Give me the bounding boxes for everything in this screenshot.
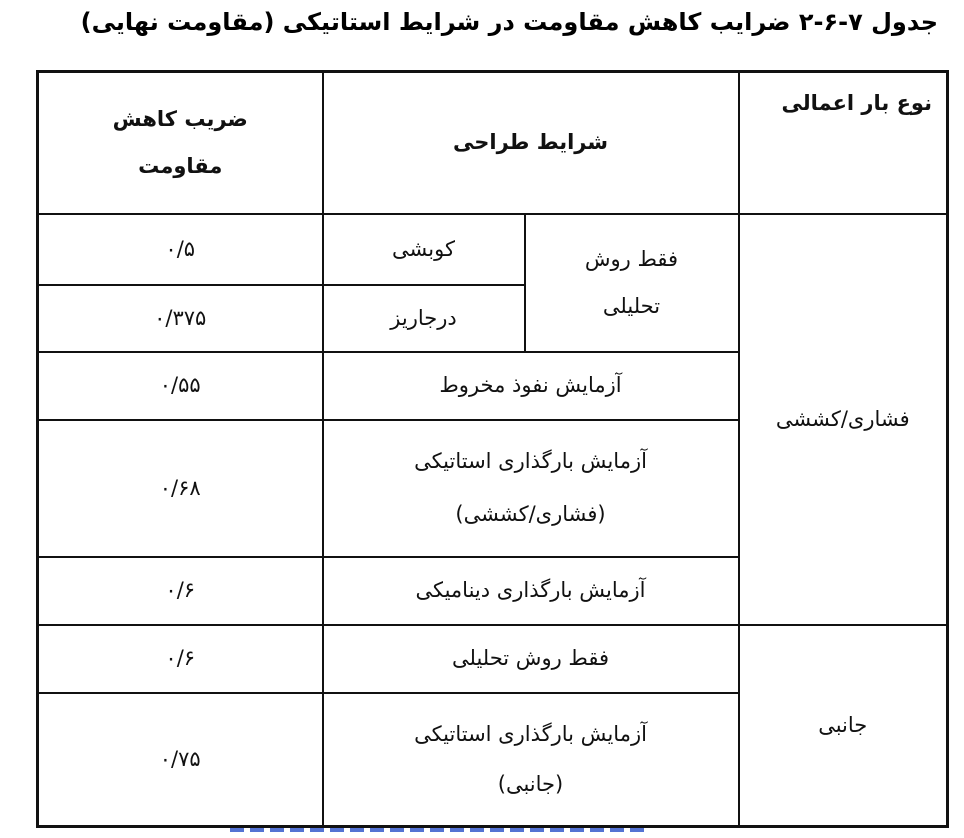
factor-cone (38, 352, 323, 420)
factor-lateral-analytical (38, 625, 323, 693)
table-row (38, 625, 948, 693)
group-lateral (739, 625, 948, 827)
factor-dynamic (38, 557, 323, 625)
table-row (38, 214, 948, 285)
page-edge-artifact (230, 828, 650, 832)
header-reduction-factor-line2: مقاومت (138, 153, 223, 178)
lateral-static-line2: (جانبی) (497, 772, 564, 797)
analytical-only-cell (525, 214, 739, 352)
table-header-row (38, 72, 948, 214)
header-design-conditions (323, 72, 739, 214)
lateral-static-line1: آزمایش بارگذاری استاتیکی (414, 721, 647, 746)
cone-penetration-label: آزمایش نفوذ مخروط (439, 373, 622, 398)
factor-cast-in-place-value: ۰/۳۷۵ (154, 305, 207, 330)
factor-lateral-static-value: ۰/۷۵ (159, 746, 201, 771)
factor-lateral-static (38, 693, 323, 827)
group-axial-label: فشاری/کششی (775, 406, 910, 431)
dynamic-load-label: آزمایش بارگذاری دینامیکی (415, 578, 646, 603)
dynamic-load-cell (323, 557, 739, 625)
driven-cell (323, 214, 525, 285)
analytical-only-line1: فقط روش (584, 246, 679, 271)
lateral-analytical-label: فقط روش تحلیلی (451, 646, 609, 671)
table-caption: جدول ۷-۶-۲ ضرایب کاهش مقاومت در شرایط استاتیکی (مقاومت نهایی) (80, 8, 938, 36)
header-reduction-factor-line1: ضریب کاهش (112, 107, 248, 132)
header-design-conditions-label: شرایط طراحی (452, 130, 609, 155)
header-reduction-factor (38, 72, 323, 214)
lateral-analytical-cell (323, 625, 739, 693)
resistance-reduction-table (36, 70, 949, 828)
static-load-cell (323, 420, 739, 557)
group-lateral-label: جانبی (818, 712, 868, 737)
factor-cone-value: ۰/۵۵ (159, 373, 201, 398)
factor-driven (38, 214, 323, 285)
group-axial (739, 214, 948, 625)
factor-dynamic-value: ۰/۶ (165, 578, 196, 603)
analytical-only-line2: تحلیلی (602, 293, 661, 318)
header-load-type-label: نوع بار اعمالی (781, 91, 932, 115)
cast-in-place-cell (323, 285, 525, 352)
factor-lateral-analytical-value: ۰/۶ (165, 646, 196, 671)
static-load-line2: (فشاری/کششی) (455, 502, 606, 526)
header-load-type (739, 72, 948, 214)
driven-label: کوبشی (392, 236, 455, 261)
factor-static-value: ۰/۶۸ (159, 475, 201, 500)
factor-driven-value: ۰/۵ (165, 236, 196, 261)
cone-penetration-cell (323, 352, 739, 420)
static-load-line1: آزمایش بارگذاری استاتیکی (414, 449, 647, 474)
lateral-static-cell (323, 693, 739, 827)
factor-static (38, 420, 323, 557)
factor-cast-in-place (38, 285, 323, 352)
cast-in-place-label: درجاریز (390, 305, 457, 330)
